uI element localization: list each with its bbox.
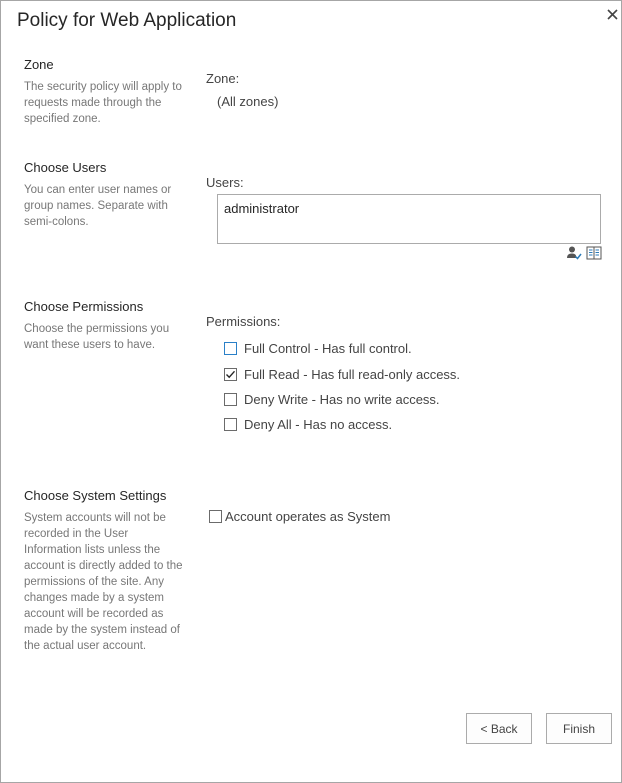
deny-write-checkbox[interactable] bbox=[224, 393, 237, 406]
users-input-value: administrator bbox=[224, 201, 300, 216]
deny-all-label: Deny All - Has no access. bbox=[244, 416, 393, 432]
dialog-title: Policy for Web Application bbox=[17, 10, 237, 31]
zone-value: (All zones) bbox=[217, 94, 279, 109]
permission-deny-write[interactable] bbox=[224, 391, 440, 407]
zone-section-title: Zone bbox=[24, 57, 54, 72]
permission-full-control[interactable] bbox=[224, 340, 412, 356]
full-read-label: Full Read - Has full read-only access. bbox=[244, 366, 461, 382]
zone-label: Zone: bbox=[206, 71, 240, 86]
permission-deny-all[interactable] bbox=[224, 416, 392, 432]
users-section-description: You can enter user names or group names. Separate with semi-colons. bbox=[24, 184, 172, 228]
full-control-label: Full Control - Has full control. bbox=[244, 340, 412, 356]
deny-write-label: Deny Write - Has no write access. bbox=[244, 391, 440, 407]
account-operates-as-system[interactable] bbox=[209, 508, 390, 524]
permissions-section-description: Choose the permissions you want these users to have. bbox=[24, 323, 170, 351]
permissions-label: Permissions: bbox=[206, 314, 281, 329]
permissions-section-title: Choose Permissions bbox=[24, 299, 144, 314]
users-section-title: Choose Users bbox=[24, 160, 107, 175]
account-system-label: Account operates as System bbox=[225, 508, 391, 524]
back-button[interactable]: < Back bbox=[466, 713, 532, 744]
users-label: Users: bbox=[206, 175, 244, 190]
full-control-checkbox[interactable] bbox=[224, 342, 237, 355]
permission-full-read[interactable] bbox=[224, 366, 460, 382]
system-section-title: Choose System Settings bbox=[24, 488, 167, 503]
close-icon[interactable] bbox=[604, 6, 622, 24]
full-read-checkbox[interactable] bbox=[224, 368, 237, 381]
users-input[interactable] bbox=[217, 194, 601, 244]
finish-button[interactable]: Finish bbox=[546, 713, 612, 744]
system-section-description: System accounts will not be recorded in the User Information lists unless the account is directly added to the permissions of the site. Any changes made by a system account will be recorded as made by the system instead of the actual user account. bbox=[24, 512, 183, 652]
account-system-checkbox[interactable] bbox=[209, 510, 222, 523]
deny-all-checkbox[interactable] bbox=[224, 418, 237, 431]
zone-section-description: The security policy will apply to requests made through the specified zone. bbox=[24, 81, 182, 125]
checkmark-icon bbox=[225, 369, 236, 380]
check-names-icon[interactable] bbox=[566, 245, 582, 261]
browse-directory-icon[interactable] bbox=[586, 245, 602, 261]
